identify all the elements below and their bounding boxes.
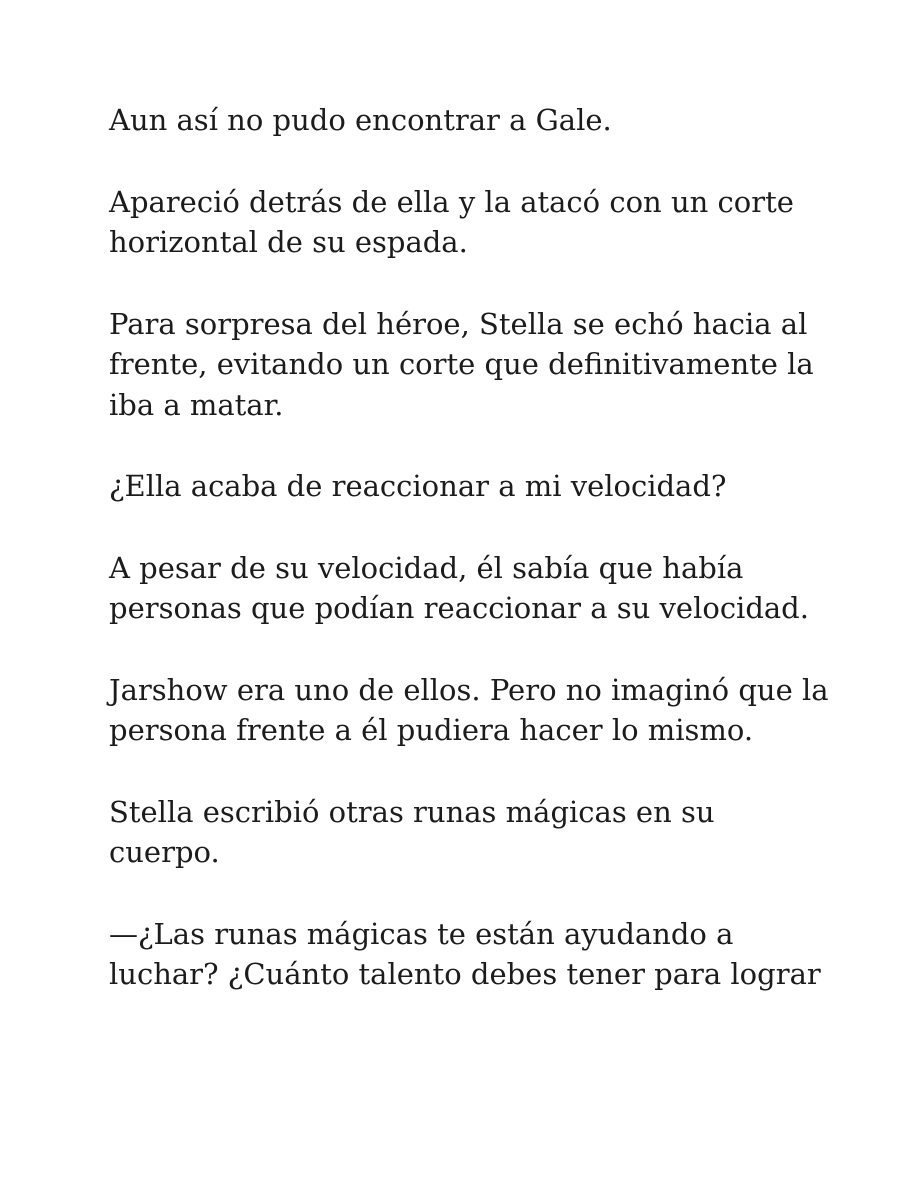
- reading-page: [109, 100, 829, 1036]
- text-line: luchar? ¿Cuánto talento debes tener para lograr: [109, 957, 821, 991]
- text-line: frente, evitando un corte que definitivamente la: [109, 347, 814, 381]
- text-line: Jarshow era uno de ellos. Pero no imaginó que la: [109, 672, 829, 707]
- paragraph: [109, 466, 809, 507]
- paragraph: [109, 182, 809, 263]
- text-line: Aun así no pudo encontrar a Gale.: [109, 103, 612, 137]
- text-line: horizontal de su espada.: [109, 225, 468, 259]
- text-line: —¿Las runas mágicas te están ayudando a: [109, 916, 734, 951]
- text-line: personas que podían reaccionar a su velocidad.: [109, 591, 809, 625]
- text-line: iba a matar.: [109, 387, 284, 422]
- paragraph: [109, 670, 829, 751]
- paragraph: [109, 792, 809, 873]
- text-line: cuerpo.: [109, 835, 220, 869]
- text-line: Stella escribió otras runas mágicas en su: [109, 794, 715, 829]
- paragraph: [109, 548, 809, 629]
- paragraph: [109, 100, 809, 141]
- text-line: ¿Ella acaba de reaccionar a mi velocidad?: [109, 469, 727, 503]
- paragraph: [109, 914, 821, 995]
- paragraph: [109, 304, 814, 426]
- text-line: Apareció detrás de ella y la atacó con un corte: [109, 184, 794, 219]
- text-line: persona frente a él pudiera hacer lo mismo.: [109, 713, 754, 747]
- text-line: A pesar de su velocidad, él sabía que había: [109, 550, 744, 585]
- text-line: Para sorpresa del héroe, Stella se echó hacia al: [109, 306, 808, 341]
